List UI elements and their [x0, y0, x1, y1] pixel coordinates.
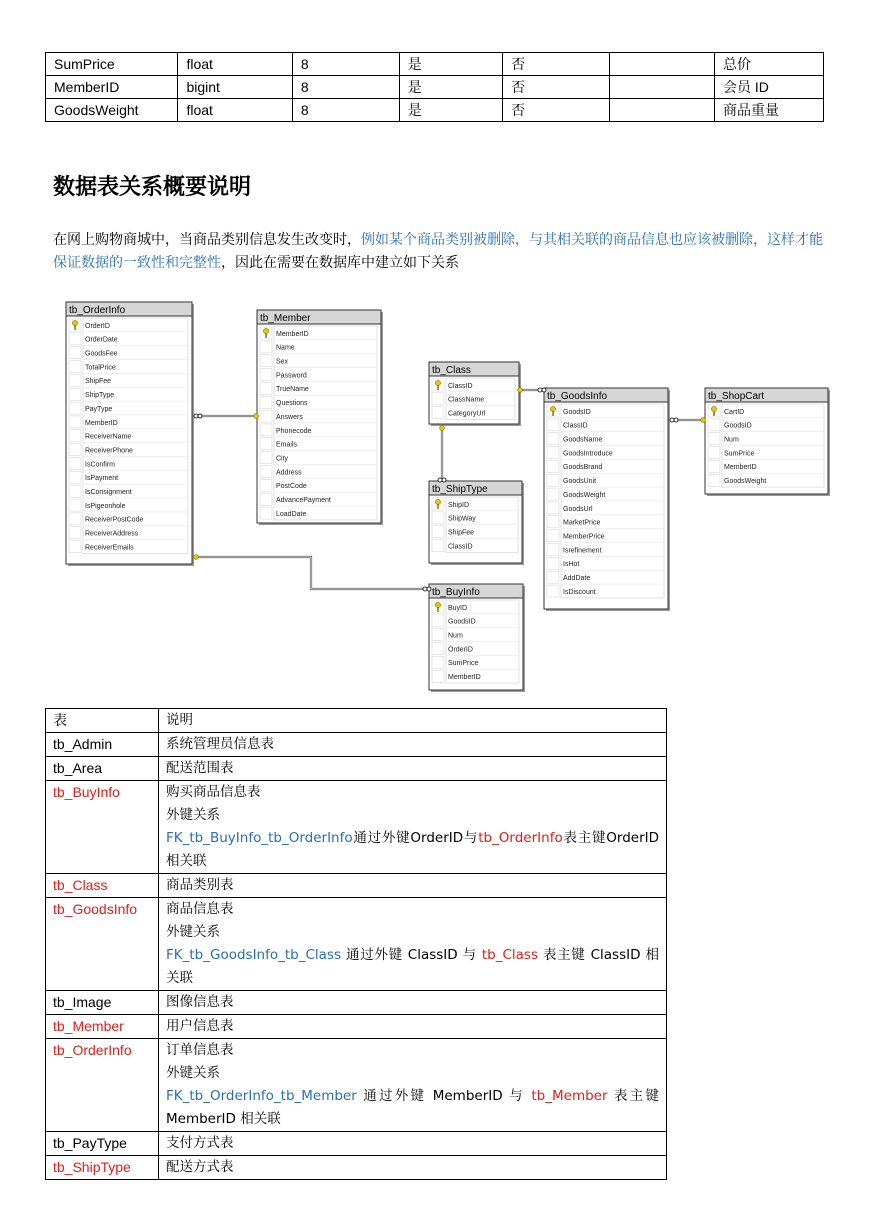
- table-desc-cell: [159, 1015, 667, 1039]
- field-nullable-cell: 是: [399, 76, 502, 99]
- desc-text: 购买商品信息表: [166, 784, 261, 800]
- desc-text: 用户信息表: [166, 1018, 234, 1034]
- field-nullable-cell: 是: [399, 53, 502, 76]
- entity-field: ShipType: [85, 392, 115, 400]
- intro-text-highlight: 例如某个商品类别被删除，与其相关联的商品信息也应该被删除，这样才能保证数据的一致性和完整性: [53, 232, 823, 271]
- table-row: [46, 709, 667, 733]
- entity-field: ShipFee: [85, 378, 112, 386]
- entity-field: City: [276, 455, 289, 463]
- fk-label: 外键关系: [166, 924, 220, 940]
- field-primary-cell: 否: [503, 53, 610, 76]
- entity-field: Phonecode: [276, 427, 312, 435]
- entity-field: IsDiscount: [563, 588, 596, 596]
- entity-field: ReceiverPhone: [85, 447, 133, 455]
- entity-field: PostCode: [276, 483, 307, 491]
- entity-field: LoadDate: [276, 510, 307, 518]
- entity-tb-buyinfo: [429, 584, 525, 692]
- table-desc-cell: [159, 1132, 667, 1156]
- desc-text: 配送范围表: [166, 760, 234, 776]
- entity-field: MemberPrice: [563, 533, 605, 541]
- table-name-cell: tb_Area: [46, 757, 159, 781]
- entity-field: AddDate: [563, 575, 591, 582]
- entity-field: BuyID: [448, 604, 468, 612]
- table-row: [46, 898, 667, 991]
- fk-name: FK_tb_OrderInfo_tb_Member: [166, 1088, 357, 1104]
- fk-description: [166, 944, 659, 990]
- table-desc-cell: [159, 991, 667, 1015]
- intro-text-c: ，因此在需要在数据库中建立如下关系: [221, 255, 459, 271]
- entity-title: tb_Class: [432, 365, 471, 376]
- table-name-cell: tb_Admin: [46, 733, 159, 757]
- table-row: [46, 53, 824, 76]
- relationship-class-shiptype: [438, 426, 446, 482]
- entity-field: ClassName: [448, 396, 485, 404]
- entity-field: ClassID: [448, 543, 473, 551]
- field-type-cell: bigint: [178, 76, 292, 99]
- table-desc-cell: [159, 1156, 667, 1180]
- field-desc-cell: 总价: [715, 53, 824, 76]
- desc-text: 订单信息表: [166, 1042, 234, 1058]
- entity-field: Name: [276, 344, 295, 352]
- field-name-cell: GoodsWeight: [46, 99, 178, 122]
- entity-field: Answers: [276, 413, 303, 421]
- fk-target: tb_Class: [481, 947, 539, 963]
- entity-tb-member: [257, 310, 383, 525]
- table-row: [46, 1156, 667, 1180]
- entity-field: SumPrice: [448, 660, 479, 668]
- field-desc-cell: 商品重量: [715, 99, 824, 122]
- entity-field: GoodsWeight: [563, 491, 606, 499]
- field-nullable-cell: 是: [399, 99, 502, 122]
- entity-field: Isrefinement: [563, 547, 602, 555]
- entity-field: Emails: [276, 441, 298, 449]
- entity-field: ReceiverName: [85, 433, 132, 441]
- table-row: [46, 99, 824, 122]
- table-row: [46, 1015, 667, 1039]
- fk-via: 通过外键OrderID与: [352, 830, 479, 846]
- entity-field: IsHot: [563, 561, 580, 569]
- field-length-cell: 8: [292, 99, 399, 122]
- entity-field: ReceiverEmails: [85, 544, 134, 552]
- table-name-cell: tb_BuyInfo: [46, 781, 159, 874]
- intro-text-a: 在网上购物商城中，当商品类别信息发生改变时，: [53, 232, 361, 248]
- field-default-cell: [609, 76, 714, 99]
- database-diagram: [0, 290, 869, 695]
- entity-field: ClassID: [563, 422, 588, 430]
- field-default-cell: [609, 53, 714, 76]
- entity-field: ShipID: [448, 501, 470, 509]
- section-heading: 数据表关系概要说明: [53, 175, 252, 200]
- table-desc-cell: [159, 1039, 667, 1132]
- field-primary-cell: 否: [503, 76, 610, 99]
- table-desc-cell: [159, 874, 667, 898]
- entity-field: GoodsIntroduce: [563, 450, 613, 458]
- field-name-cell: SumPrice: [46, 53, 178, 76]
- entity-field: SumPrice: [724, 450, 755, 458]
- entity-title: tb_ShopCart: [708, 391, 765, 402]
- desc-text: 商品信息表: [166, 901, 234, 917]
- entity-field: Password: [276, 372, 307, 380]
- key-end-icon: [254, 414, 259, 419]
- table-name-cell: tb_ShipType: [46, 1156, 159, 1180]
- entity-field: ReceiverPostCode: [85, 516, 144, 524]
- entity-field: GoodsWeight: [724, 478, 767, 486]
- table-name-cell: tb_Member: [46, 1015, 159, 1039]
- entity-title: tb_GoodsInfo: [547, 391, 608, 402]
- entity-field: MemberID: [276, 330, 309, 338]
- entity-field: IsConfirm: [85, 461, 115, 469]
- field-primary-cell: 否: [503, 99, 610, 122]
- entity-tb-class: [429, 362, 521, 426]
- key-end-icon: [701, 418, 706, 423]
- table-row: [46, 76, 824, 99]
- entity-field: GoodsUnit: [563, 478, 597, 486]
- entity-field: Questions: [276, 400, 308, 408]
- table-row: [46, 874, 667, 898]
- desc-text: 商品类别表: [166, 877, 234, 893]
- field-length-cell: 8: [292, 76, 399, 99]
- field-name-cell: MemberID: [46, 76, 178, 99]
- entity-field: ReceiverAddress: [85, 530, 139, 538]
- entity-field: ClassID: [448, 382, 473, 390]
- entity-tb-shopcart: [705, 388, 830, 496]
- field-table: [45, 52, 824, 122]
- table-desc-cell: [159, 781, 667, 874]
- entity-field: PayType: [85, 405, 113, 413]
- desc-text: 系统管理员信息表: [166, 736, 274, 752]
- table-name-cell: tb_GoodsInfo: [46, 898, 159, 991]
- fk-tail: 表主键 MemberID 相关联: [166, 1088, 659, 1127]
- entity-field: Num: [724, 436, 739, 444]
- entity-field: OrderID: [85, 322, 110, 330]
- entity-tb-shiptype: [429, 481, 524, 565]
- entity-field: IsPigeonhole: [85, 502, 126, 510]
- field-default-cell: [609, 99, 714, 122]
- fk-description: [166, 1085, 659, 1131]
- table-desc-cell: [159, 898, 667, 991]
- key-end-icon: [194, 555, 199, 560]
- entity-field: GoodsBrand: [563, 464, 603, 472]
- entity-field: GoodsID: [724, 422, 752, 430]
- entity-title: tb_OrderInfo: [69, 305, 126, 316]
- fk-label: 外键关系: [166, 1065, 220, 1081]
- table-row: [46, 757, 667, 781]
- table-name-cell: tb_Class: [46, 874, 159, 898]
- fk-label: 外键关系: [166, 807, 220, 823]
- table-row: [46, 991, 667, 1015]
- desc-text: 配送方式表: [166, 1159, 234, 1175]
- infinity-end-icon: [538, 388, 546, 392]
- entity-field: Address: [276, 469, 302, 477]
- header-cell-desc: 说明: [159, 709, 667, 733]
- table-row: [46, 1039, 667, 1132]
- fk-name: FK_tb_GoodsInfo_tb_Class: [166, 947, 341, 963]
- entity-field: MemberID: [85, 419, 118, 427]
- table-name-cell: tb_OrderInfo: [46, 1039, 159, 1132]
- entity-field: TrueName: [276, 386, 309, 394]
- fk-target: tb_OrderInfo: [478, 830, 563, 846]
- relationship-goodsinfo-shopcart: [670, 418, 705, 423]
- entity-field: OrderID: [448, 646, 473, 654]
- fk-target: tb_Member: [531, 1088, 608, 1104]
- entity-title: tb_Member: [260, 313, 311, 324]
- entity-tb-goodsinfo: [544, 388, 670, 611]
- entity-field: IsPayment: [85, 475, 119, 483]
- entity-field: Sex: [276, 358, 289, 366]
- relationship-orderinfo-buyinfo: [194, 555, 431, 591]
- fk-name: FK_tb_BuyInfo_tb_OrderInfo: [166, 830, 353, 846]
- desc-text: 支付方式表: [166, 1135, 234, 1151]
- table-row: [46, 733, 667, 757]
- entity-tb-orderinfo: [66, 302, 194, 566]
- field-desc-cell: 会员 ID: [715, 76, 824, 99]
- table-row: [46, 1132, 667, 1156]
- entity-field: CategoryUrl: [448, 410, 486, 418]
- table-row: [46, 781, 667, 874]
- entity-field: ShipFee: [448, 529, 475, 537]
- header-cell-table: 表: [46, 709, 159, 733]
- entity-field: OrderDate: [85, 336, 118, 344]
- field-type-cell: float: [178, 53, 292, 76]
- key-end-icon: [518, 388, 523, 393]
- entity-title: tb_ShipType: [432, 484, 488, 495]
- entity-field: CartID: [724, 408, 745, 416]
- table-desc-cell: [159, 733, 667, 757]
- fk-description: [166, 827, 659, 873]
- desc-text: 图像信息表: [166, 994, 234, 1010]
- entity-field: Num: [448, 632, 463, 640]
- field-length-cell: 8: [292, 53, 399, 76]
- fk-tail: 表主键OrderID相关联: [166, 830, 659, 869]
- entity-field: AdvancePayment: [276, 497, 331, 504]
- relationship-class-goodsinfo: [518, 388, 546, 393]
- entity-title: tb_BuyInfo: [432, 587, 480, 598]
- relationship-orderinfo-member: [194, 414, 258, 419]
- entity-field: TotalPrice: [85, 364, 116, 372]
- table-name-cell: tb_Image: [46, 991, 159, 1015]
- entity-field: MemberID: [724, 464, 757, 472]
- intro-paragraph: [53, 229, 828, 275]
- entity-field: IsConsignment: [85, 489, 132, 496]
- table-desc-cell: [159, 757, 667, 781]
- fk-via: 通过外键 MemberID 与: [356, 1088, 532, 1104]
- table-description-table: [45, 708, 667, 1180]
- entity-field: GoodsUrl: [563, 505, 593, 513]
- fk-via: 通过外键 ClassID 与: [341, 947, 482, 963]
- entity-field: GoodsFee: [85, 350, 118, 358]
- entity-field: GoodsName: [563, 436, 603, 444]
- entity-field: GoodsID: [448, 618, 476, 626]
- entity-field: ShipWay: [448, 515, 476, 523]
- entity-field: MarketPrice: [563, 519, 601, 527]
- field-type-cell: float: [178, 99, 292, 122]
- infinity-end-icon: [670, 418, 678, 422]
- entity-field: MemberID: [448, 674, 481, 682]
- table-name-cell: tb_PayType: [46, 1132, 159, 1156]
- infinity-end-icon: [423, 587, 431, 591]
- infinity-end-icon: [194, 414, 202, 418]
- fk-tail: 表主键 ClassID 相关联: [166, 947, 659, 986]
- key-end-icon: [440, 426, 445, 431]
- entity-field: GoodsID: [563, 408, 591, 416]
